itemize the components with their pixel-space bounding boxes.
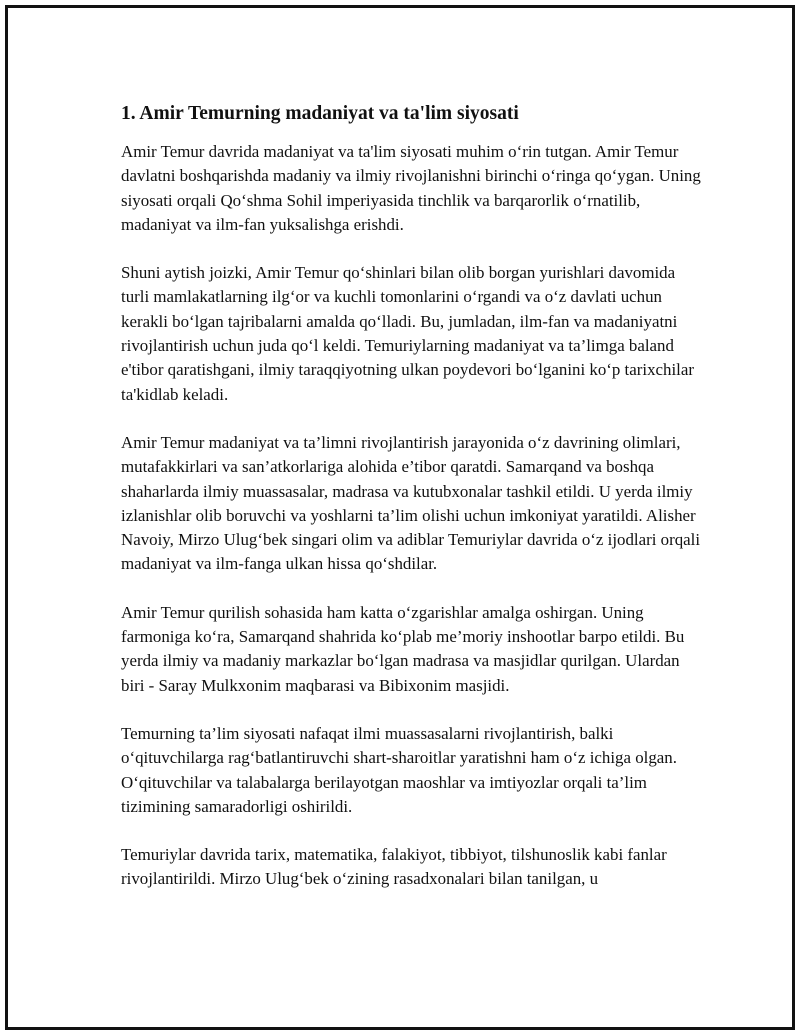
section-title: 1. Amir Temurning madaniyat va ta'lim siyosati [121, 103, 519, 124]
paragraph-2: Shuni aytish joizki, Amir Temur qoʻshinlari bilan olib borgan yurishlari davomida turli mamlakatlarning ilgʻor va kuchli tomonlarini oʻrgandi va oʻz davlati uchun kerakli boʻlgan tajribalarni amalda qoʻlladi. Bu, jumladan, ilm-fan va madaniyatni rivojlantirish uchun juda qoʻl keldi. Temuriylarning madaniyat va ta’limga baland e'tibor qaratishgani, ilmiy taraqqiyotning ulkan poydevori boʻlganini koʻp tarixchilar ta'kidlab keladi. [121, 263, 694, 404]
paragraph-4: Amir Temur qurilish sohasida ham katta oʻzgarishlar amalga oshirgan. Uning farmoniga koʻra, Samarqand shahrida koʻplab me’moriy inshootlar barpo etildi. Bu yerda ilmiy va madaniy markazlar boʻlgan madrasa va masjidlar qurilgan. Ulardan biri - Saray Mulkxonim maqbarasi va Bibixonim masjidi. [121, 602, 685, 695]
paragraph-6: Temuriylar davrida tarix, matematika, falakiyot, tibbiyot, tilshunoslik kabi fanlar rivojlantirildi. Mirzo Ulugʻbek oʻzining rasadxonalari bilan tanilgan, u [121, 845, 667, 889]
paragraph-3: Amir Temur madaniyat va ta’limni rivojlantirish jarayonida oʻz davrining olimlari, mutafakkirlari va san’atkorlariga alohida e’tibor qaratdi. Samarqand va boshqa shaharlarda ilmiy muassasalar, madrasa va kutubxonalar tashkil etildi. U yerda ilmiy izlanishlar olib boruvchi va yoshlarni ta’lim olishi uchun imkoniyat yaratildi. Alisher Navoiy, Mirzo Ulugʻbek singari olim va adiblar Temuriylar davrida oʻz ijodlari orqali madaniyat va ilm-fanga ulkan hissa qoʻshdilar. [121, 432, 701, 574]
paragraph-1: Amir Temur davrida madaniyat va ta'lim siyosati muhim oʻrin tutgan. Amir Temur davlatni boshqarishda madaniy va ilmiy rivojlanishni birinchi oʻringa qoʻygan. Uning siyosati orqali Qoʻshma Sohil imperiyasida tinchlik va barqarorlik oʻrnatilib, madaniyat va ilm-fan yuksalishga erishdi. [121, 142, 701, 234]
document-body [121, 100, 701, 892]
paragraph-5: Temurning ta’lim siyosati nafaqat ilmi muassasalarni rivojlantirish, balki oʻqituvchilarga ragʻbatlantiruvchi shart-sharoitlar yaratishni ham oʻz ichiga olgan. Oʻqituvchilar va talabalarga berilayotgan maoshlar va imtiyozlar orqali ta’lim tizimining samaradorligi oshirildi. [121, 723, 677, 816]
document-page [5, 5, 795, 1030]
